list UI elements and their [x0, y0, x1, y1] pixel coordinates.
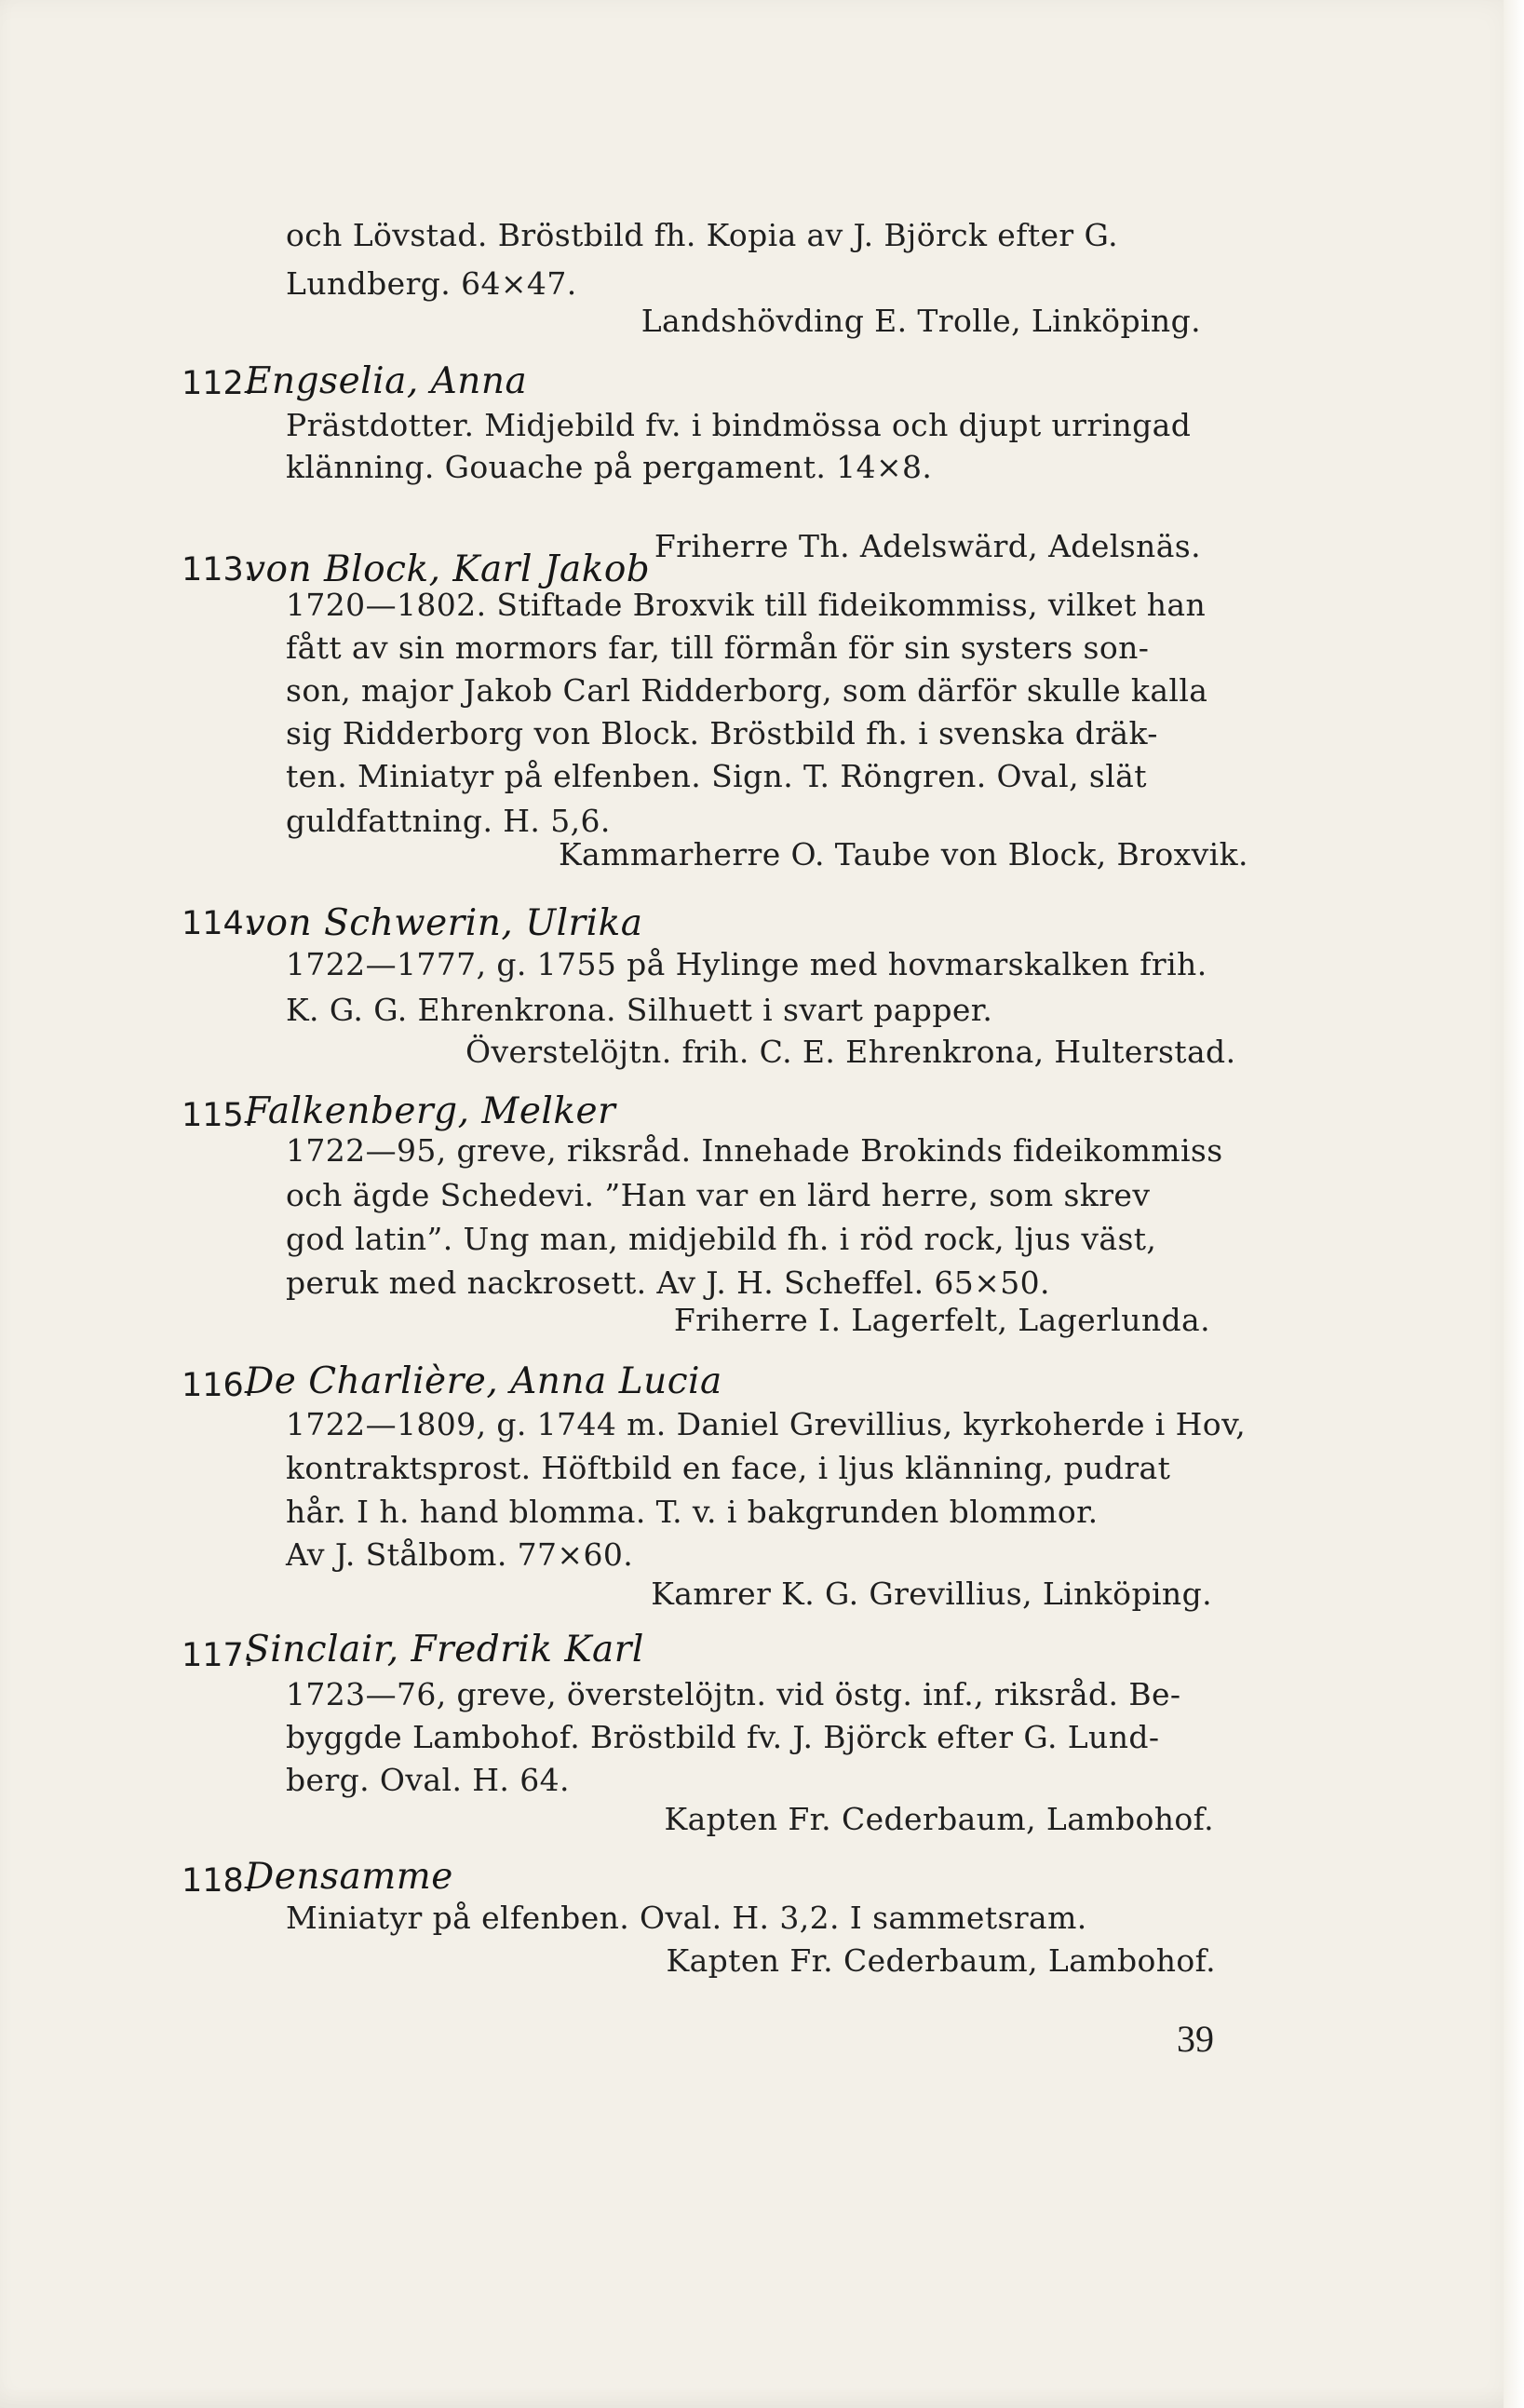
entry-text-line: kontraktsprost. Höftbild en face, i ljus klänning, pudrat — [286, 1450, 1171, 1486]
continuation-line: Lundberg. 64×47. — [286, 265, 577, 302]
entry-name: De Charlière, Anna Lucia — [245, 1360, 722, 1402]
entry-text-line: 1722—1777, g. 1755 på Hylinge med hovmarskalken frih. — [286, 946, 1207, 982]
entry-name: von Schwerin, Ulrika — [245, 902, 643, 944]
entry-text-line: klänning. Gouache på pergament. 14×8. — [286, 449, 933, 485]
entry-text-line: 1723—76, greve, överstelöjtn. vid östg. inf., riksråd. Be- — [286, 1676, 1181, 1712]
entry-number: 116. — [182, 1367, 254, 1404]
entry-name: Falkenberg, Melker — [245, 1090, 616, 1132]
entry-text-line: Prästdotter. Midjebild fv. i bindmössa och djupt urringad — [286, 407, 1192, 443]
owner-line: Friherre I. Lagerfelt, Lagerlunda. — [673, 1302, 1210, 1338]
entry-name: Sinclair, Fredrik Karl — [245, 1629, 644, 1671]
entry-text-line: byggde Lambohof. Bröstbild fv. J. Björck efter G. Lund- — [286, 1719, 1160, 1755]
entry-text-line: Miniatyr på elfenben. Oval. H. 3,2. I sammetsram. — [286, 1900, 1087, 1936]
entry-text-line: son, major Jakob Carl Ridderborg, som därför skulle kalla — [286, 672, 1208, 709]
entry-text-line: ten. Miniatyr på elfenben. Sign. T. Röngren. Oval, slät — [286, 758, 1147, 794]
continuation-line: och Lövstad. Bröstbild fh. Kopia av J. Björck efter G. — [286, 217, 1118, 253]
entry-text-line: Av J. Stålbom. 77×60. — [286, 1536, 634, 1573]
owner-line: Kamrer K. G. Grevillius, Linköping. — [651, 1576, 1212, 1612]
entry-number: 117. — [182, 1637, 254, 1674]
entry-number: 114. — [182, 905, 254, 942]
entry-number: 113. — [182, 551, 254, 588]
entry-text-line: guldfattning. H. 5,6. — [286, 803, 611, 839]
entry-text-line: och ägde Schedevi. ”Han var en lärd herre, som skrev — [286, 1177, 1151, 1213]
owner-line: Kammarherre O. Taube von Block, Broxvik. — [559, 836, 1248, 873]
owner-line: Landshövding E. Trolle, Linköping. — [641, 303, 1201, 339]
entry-number: 118. — [182, 1862, 254, 1900]
owner-line: Överstelöjtn. frih. C. E. Ehrenkrona, Hulterstad. — [465, 1034, 1236, 1070]
entry-text-line: 1722—1809, g. 1744 m. Daniel Grevillius, kyrkoherde i Hov, — [286, 1406, 1247, 1442]
entry-text-line: hår. I h. hand blomma. T. v. i bakgrunden blommor. — [286, 1494, 1099, 1530]
entry-text-line: 1720—1802. Stiftade Broxvik till fideikommiss, vilket han — [286, 587, 1207, 623]
entry-text-line: fått av sin mormors far, till förmån för sin systers son- — [286, 629, 1150, 666]
entry-text-line: peruk med nackrosett. Av J. H. Scheffel. 65×50. — [286, 1265, 1050, 1301]
entry-name: Densamme — [245, 1856, 453, 1898]
entry-text-line: berg. Oval. H. 64. — [286, 1762, 570, 1798]
entry-text-line: K. G. G. Ehrenkrona. Silhuett i svart papper. — [286, 992, 993, 1028]
entry-number: 112. — [182, 365, 254, 402]
page-number: 39 — [1177, 2018, 1214, 2060]
owner-line: Friherre Th. Adelswärd, Adelsnäs. — [654, 528, 1201, 564]
owner-line: Kapten Fr. Cederbaum, Lambohof. — [666, 1942, 1216, 1979]
page-edge-shadow — [1504, 0, 1524, 2408]
entry-text-line: 1722—95, greve, riksråd. Innehade Brokinds fideikommiss — [286, 1132, 1223, 1169]
entry-name: Engselia, Anna — [245, 360, 528, 402]
entry-text-line: god latin”. Ung man, midjebild fh. i röd rock, ljus väst, — [286, 1221, 1157, 1257]
owner-line: Kapten Fr. Cederbaum, Lambohof. — [664, 1801, 1214, 1837]
entry-name: von Block, Karl Jakob — [245, 548, 651, 590]
entry-number: 115. — [182, 1097, 254, 1134]
entry-text-line: sig Ridderborg von Block. Bröstbild fh. i svenska dräk- — [286, 715, 1158, 751]
